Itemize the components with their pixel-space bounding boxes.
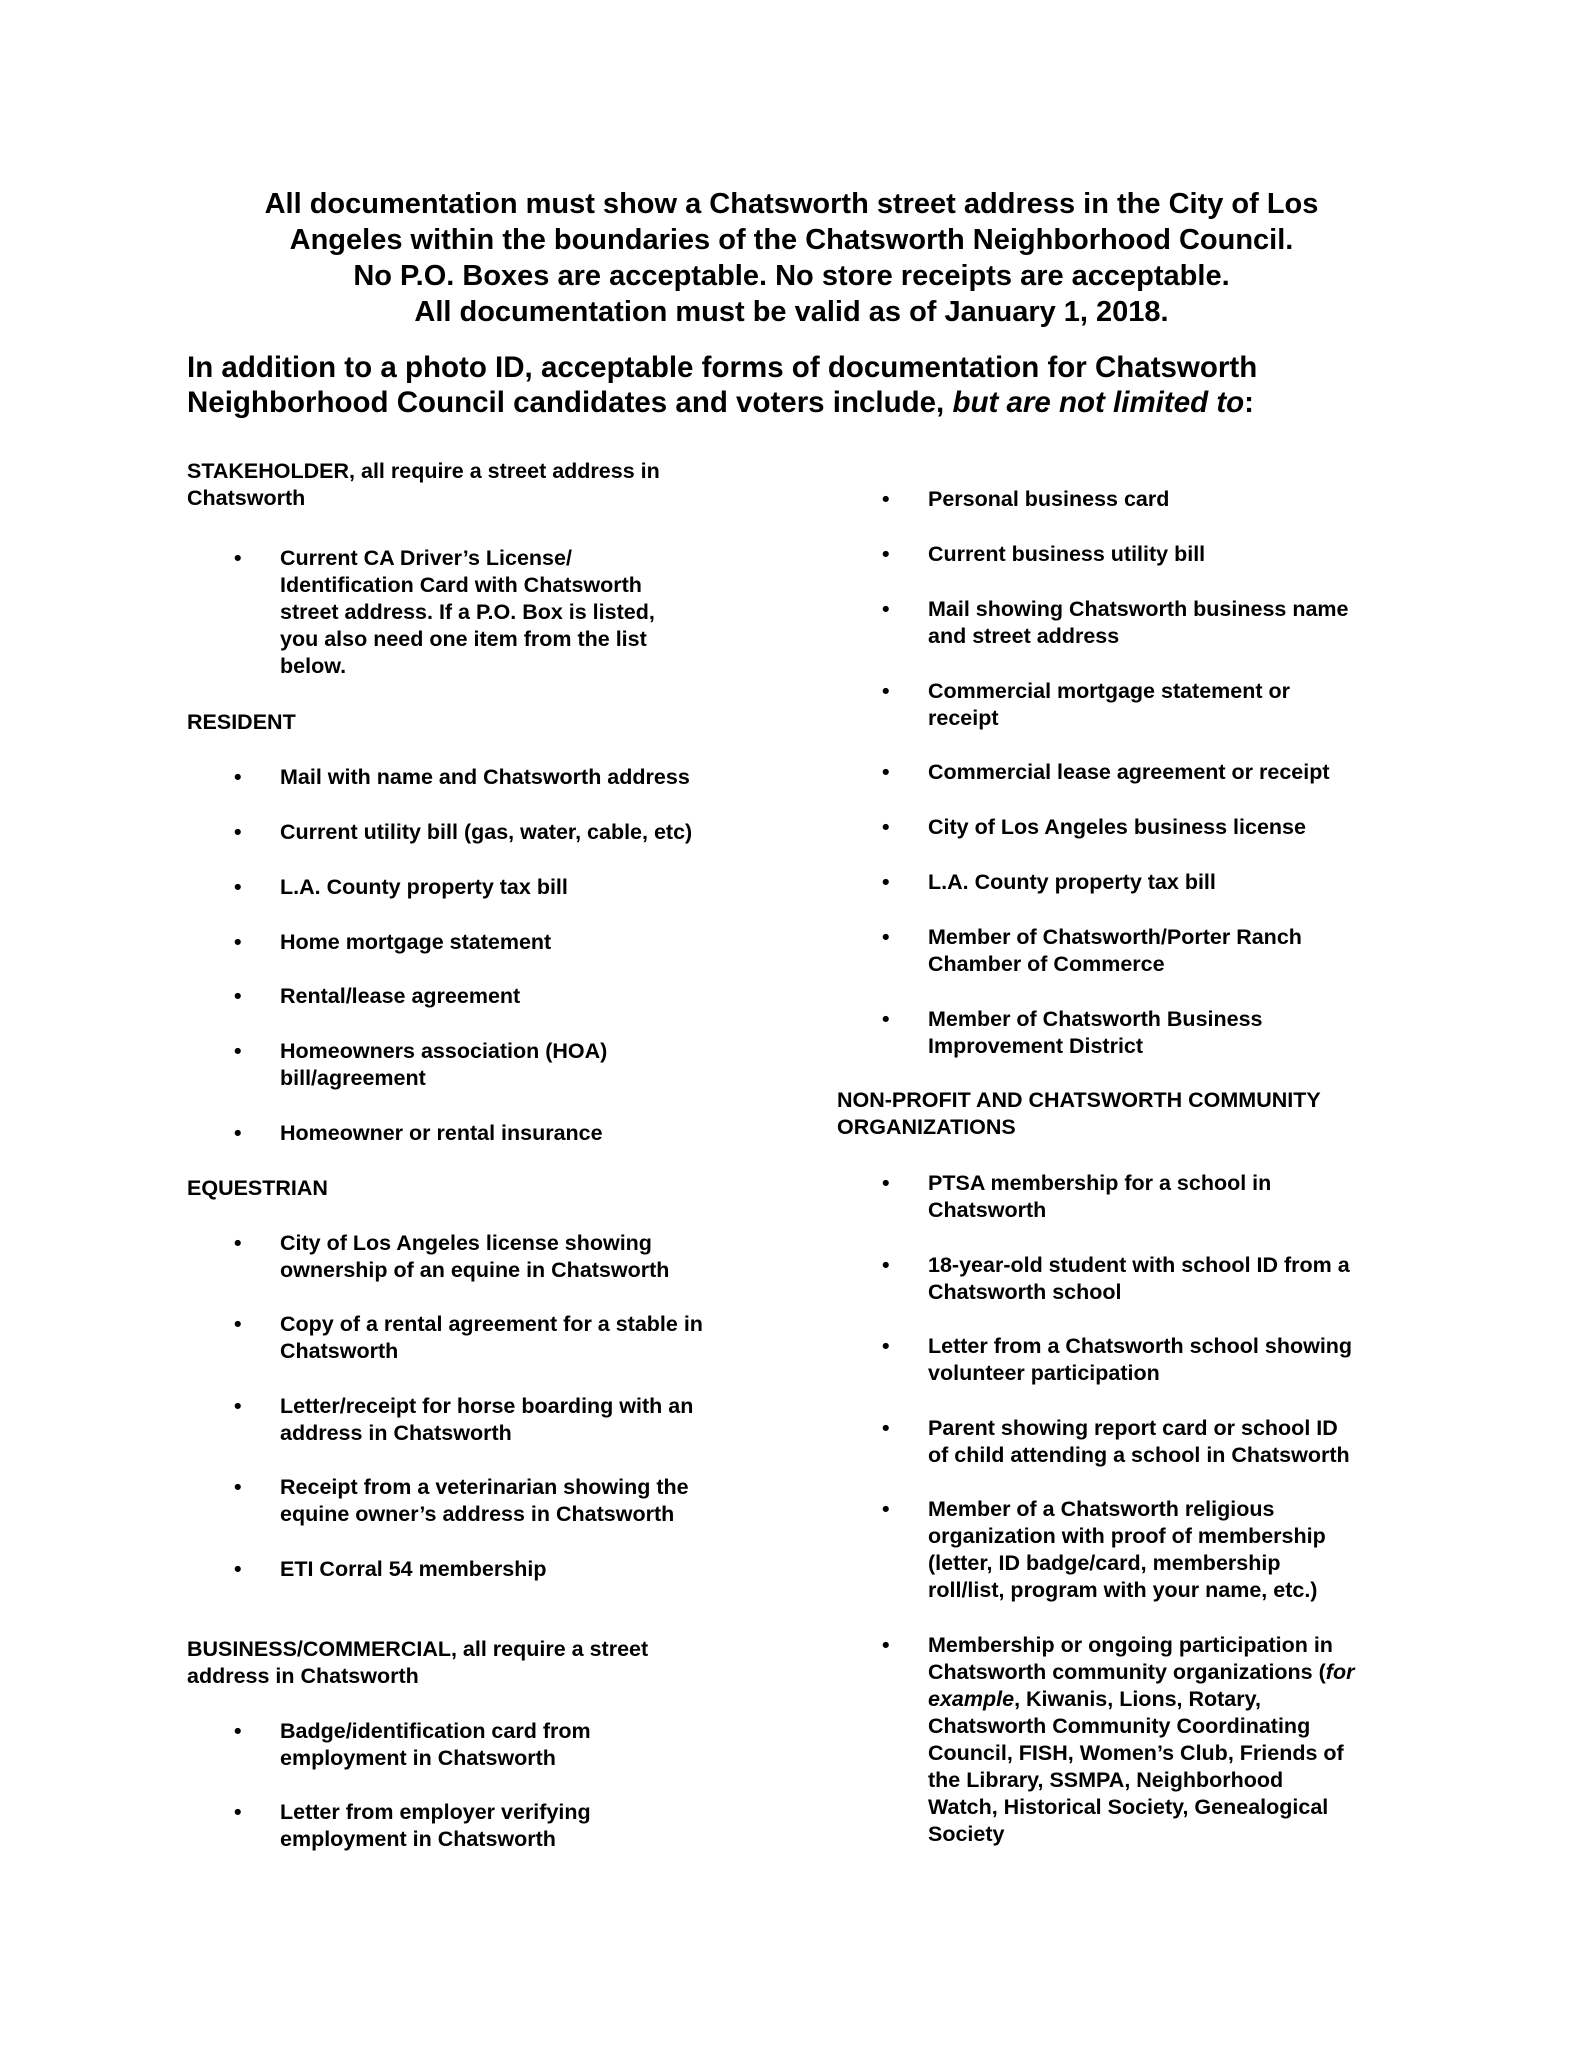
- text-line: Chatsworth: [928, 1198, 1047, 1222]
- bullet-icon: •: [882, 925, 890, 949]
- text-line: organization with proof of membership: [928, 1524, 1326, 1548]
- text-line: Current business utility bill: [928, 542, 1206, 566]
- text-line: Society: [928, 1822, 1005, 1846]
- text-line: Letter/receipt for horse boarding with an: [280, 1394, 694, 1418]
- bullet-icon: •: [882, 1497, 890, 1521]
- text-line: Current CA Driver’s License/: [280, 546, 572, 570]
- list-item-text: [928, 759, 1428, 786]
- text-line: volunteer participation: [928, 1361, 1160, 1385]
- list-item-text: [928, 1333, 1428, 1387]
- list-item-text: [280, 983, 750, 1010]
- list-item-text: [928, 678, 1428, 732]
- text-line: Council, FISH, Women’s Club, Friends of: [928, 1741, 1344, 1765]
- text-line: Chatsworth school: [928, 1280, 1122, 1304]
- section-title-resident: RESIDENT: [187, 710, 296, 734]
- text-line: Identification Card with Chatsworth: [280, 573, 642, 597]
- text-line: [928, 1659, 1428, 1686]
- bullet-icon: •: [234, 1312, 242, 1336]
- intro-paragraph: [187, 350, 1437, 420]
- bullet-icon: •: [882, 870, 890, 894]
- text-line: Chatsworth Community Coordinating: [928, 1714, 1311, 1738]
- section-title-line: STAKEHOLDER, all require a street address in: [187, 459, 660, 483]
- bullet-icon: •: [234, 1719, 242, 1743]
- bullet-icon: •: [234, 984, 242, 1008]
- intro-punctuation: :: [1244, 386, 1254, 419]
- bullet-icon: •: [882, 542, 890, 566]
- section-title-line: BUSINESS/COMMERCIAL, all require a street: [187, 1637, 649, 1661]
- text-line: L.A. County property tax bill: [928, 870, 1216, 894]
- text-line: receipt: [928, 706, 999, 730]
- text-line: ETI Corral 54 membership: [280, 1557, 547, 1581]
- text-line: Member of Chatsworth/Porter Ranch: [928, 925, 1302, 949]
- text-line: Home mortgage statement: [280, 930, 552, 954]
- bullet-icon: •: [882, 1416, 890, 1440]
- text-line: Letter from employer verifying: [280, 1800, 591, 1824]
- list-item-text: [928, 596, 1428, 650]
- text-line: Receipt from a veterinarian showing the: [280, 1475, 689, 1499]
- text-line: Homeowner or rental insurance: [280, 1121, 603, 1145]
- intro-text: Neighborhood Council candidates and voters include,: [187, 386, 953, 419]
- text-line: ownership of an equine in Chatsworth: [280, 1258, 670, 1282]
- text-line: 18-year-old student with school ID from a: [928, 1253, 1350, 1277]
- text-line: Membership or ongoing participation in: [928, 1633, 1333, 1657]
- bullet-icon: •: [882, 597, 890, 621]
- bullet-icon: •: [882, 1007, 890, 1031]
- text-line: Parent showing report card or school ID: [928, 1416, 1338, 1440]
- list-item-text: [928, 869, 1428, 896]
- list-item-text: [928, 486, 1428, 513]
- text-line: Improvement District: [928, 1034, 1144, 1058]
- list-item-text: [928, 541, 1428, 568]
- section-title-line: ORGANIZATIONS: [837, 1115, 1016, 1139]
- text-line: City of Los Angeles business license: [928, 815, 1306, 839]
- list-item-text: [280, 764, 750, 791]
- list-item-text: [280, 1393, 750, 1447]
- bullet-icon: •: [234, 820, 242, 844]
- bullet-icon: •: [234, 1231, 242, 1255]
- bullet-icon: •: [882, 487, 890, 511]
- list-item-text: [280, 874, 750, 901]
- list-item-text: [928, 1415, 1428, 1469]
- text-line: L.A. County property tax bill: [280, 875, 568, 899]
- text-line: Copy of a rental agreement for a stable in: [280, 1312, 703, 1336]
- text-line: PTSA membership for a school in: [928, 1171, 1272, 1195]
- text-line: equine owner’s address in Chatsworth: [280, 1502, 675, 1526]
- bullet-icon: •: [234, 1800, 242, 1824]
- header-line: All documentation must be valid as of January 1, 2018.: [414, 296, 1169, 328]
- text-line: of child attending a school in Chatsworth: [928, 1443, 1350, 1467]
- bullet-icon: •: [234, 1039, 242, 1063]
- text-line: Member of Chatsworth Business: [928, 1007, 1263, 1031]
- text-line: Rental/lease agreement: [280, 984, 521, 1008]
- list-item-text: [280, 1038, 750, 1092]
- text-span: Chatsworth community organizations (: [928, 1660, 1326, 1684]
- section-title-stakeholder: [187, 458, 747, 512]
- header-line: All documentation must show a Chatsworth street address in the City of Los: [264, 188, 1319, 220]
- bullet-icon: •: [882, 1171, 890, 1195]
- list-item-text: [928, 1632, 1428, 1848]
- list-item-text: [280, 929, 750, 956]
- list-item-text: [928, 814, 1428, 841]
- text-line: Current utility bill (gas, water, cable, etc): [280, 820, 693, 844]
- header-line: No P.O. Boxes are acceptable. No store receipts are acceptable.: [353, 260, 1230, 292]
- text-line: (letter, ID badge/card, membership: [928, 1551, 1281, 1575]
- header-notice: [0, 186, 1583, 330]
- text-line: Personal business card: [928, 487, 1170, 511]
- bullet-icon: •: [234, 1557, 242, 1581]
- text-line: Homeowners association (HOA): [280, 1039, 608, 1063]
- bullet-icon: •: [234, 1394, 242, 1418]
- text-line: Badge/identification card from: [280, 1719, 591, 1743]
- header-line: Angeles within the boundaries of the Chatsworth Neighborhood Council.: [289, 224, 1294, 256]
- bullet-icon: •: [882, 760, 890, 784]
- list-item-text: [280, 1311, 750, 1365]
- text-line: Commercial mortgage statement or: [928, 679, 1291, 703]
- text-line: [928, 1686, 1428, 1713]
- section-title-business: [187, 1636, 747, 1690]
- text-emphasis: for: [1325, 1660, 1355, 1684]
- text-line: Watch, Historical Society, Genealogical: [928, 1795, 1329, 1819]
- section-title-line: NON-PROFIT AND CHATSWORTH COMMUNITY: [837, 1088, 1321, 1112]
- text-line: Commercial lease agreement or receipt: [928, 760, 1330, 784]
- text-line: Mail showing Chatsworth business name: [928, 597, 1349, 621]
- text-line: Chatsworth: [280, 1339, 399, 1363]
- section-title-equestrian: EQUESTRIAN: [187, 1176, 328, 1200]
- list-item-text: [928, 1496, 1428, 1604]
- bullet-icon: •: [234, 765, 242, 789]
- text-line: below.: [280, 654, 347, 678]
- text-line: Chamber of Commerce: [928, 952, 1165, 976]
- bullet-icon: •: [882, 1334, 890, 1358]
- section-title-line: Chatsworth: [187, 486, 306, 510]
- text-line: Mail with name and Chatsworth address: [280, 765, 690, 789]
- text-emphasis: example: [928, 1687, 1015, 1711]
- bullet-icon: •: [882, 1253, 890, 1277]
- text-line: City of Los Angeles license showing: [280, 1231, 652, 1255]
- text-line: address in Chatsworth: [280, 1421, 512, 1445]
- bullet-icon: •: [882, 679, 890, 703]
- bullet-icon: •: [234, 1121, 242, 1145]
- bullet-icon: •: [234, 546, 242, 570]
- intro-emphasis: but are not limited to: [952, 386, 1245, 419]
- section-title-nonprofit: [837, 1087, 1417, 1141]
- text-line: employment in Chatsworth: [280, 1746, 556, 1770]
- list-item-text: [928, 1252, 1428, 1306]
- list-item-text: [280, 1474, 750, 1528]
- list-item-text: [280, 1120, 750, 1147]
- intro-line: In addition to a photo ID, acceptable forms of documentation for Chatsworth: [187, 351, 1258, 384]
- list-item-text: [928, 1006, 1428, 1060]
- text-line: bill/agreement: [280, 1066, 426, 1090]
- list-item-text: [280, 545, 750, 680]
- text-line: roll/list, program with your name, etc.): [928, 1578, 1318, 1602]
- bullet-icon: •: [882, 815, 890, 839]
- list-item-text: [280, 819, 750, 846]
- list-item-text: [280, 1556, 750, 1583]
- list-item-text: [928, 1170, 1428, 1224]
- text-line: and street address: [928, 624, 1120, 648]
- bullet-icon: •: [234, 930, 242, 954]
- text-line: you also need one item from the list: [280, 627, 647, 651]
- list-item-text: [280, 1718, 750, 1772]
- intro-line: [187, 385, 1437, 420]
- text-line: the Library, SSMPA, Neighborhood: [928, 1768, 1284, 1792]
- text-span: , Kiwanis, Lions, Rotary,: [1014, 1687, 1261, 1711]
- text-line: Letter from a Chatsworth school showing: [928, 1334, 1353, 1358]
- bullet-icon: •: [234, 875, 242, 899]
- list-item-text: [280, 1799, 750, 1853]
- text-line: employment in Chatsworth: [280, 1827, 556, 1851]
- bullet-icon: •: [234, 1475, 242, 1499]
- list-item-text: [928, 924, 1428, 978]
- section-title-line: address in Chatsworth: [187, 1664, 419, 1688]
- text-line: Member of a Chatsworth religious: [928, 1497, 1275, 1521]
- list-item-text: [280, 1230, 750, 1284]
- text-line: street address. If a P.O. Box is listed,: [280, 600, 655, 624]
- bullet-icon: •: [882, 1633, 890, 1657]
